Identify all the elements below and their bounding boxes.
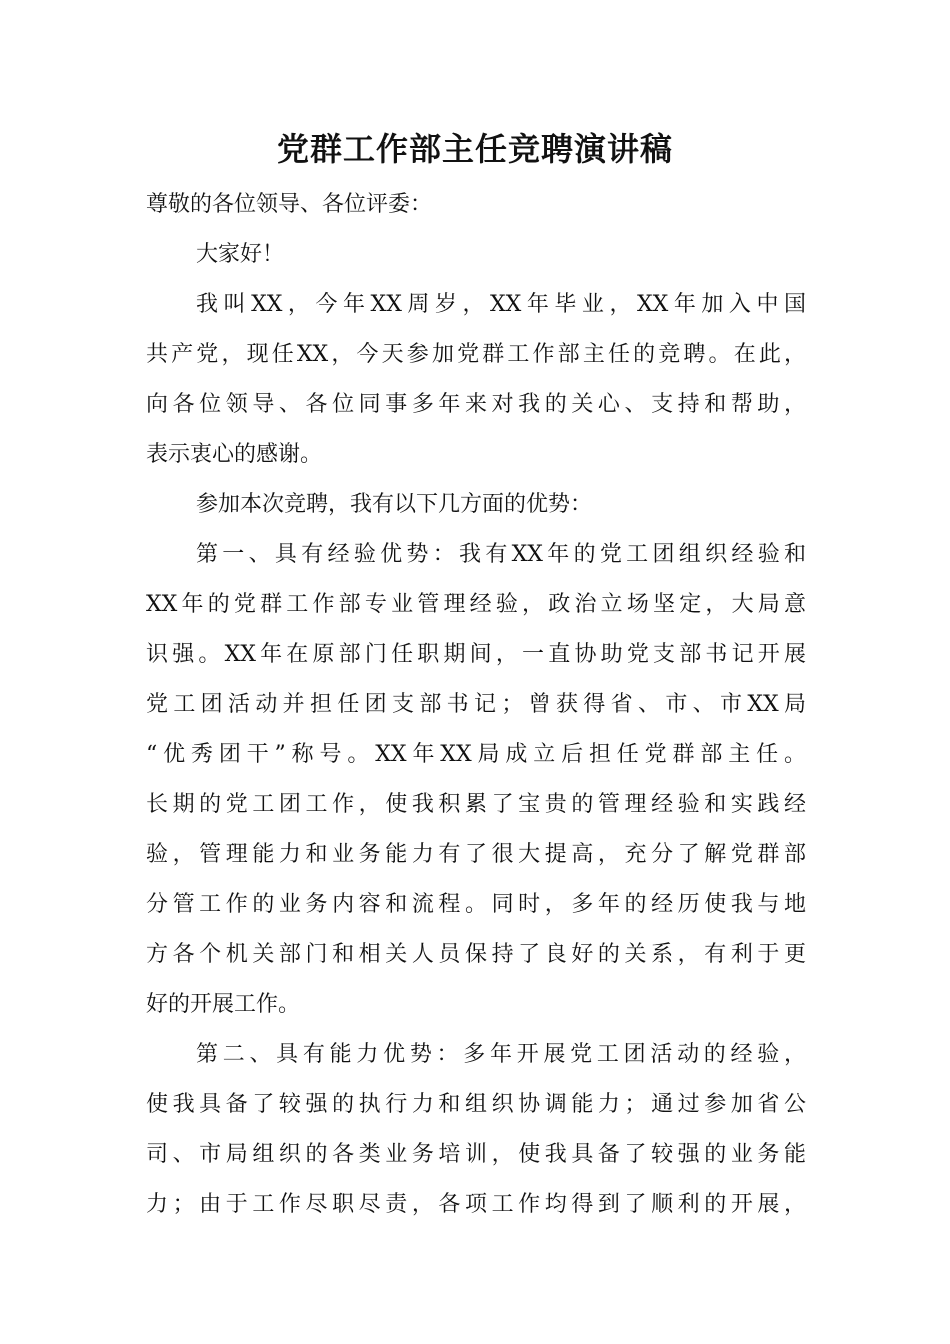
paragraph-line: XX年的党群工作部专业管理经验，政治立场坚定，大局意 <box>146 592 806 617</box>
paragraph-line: 第二、具有能力优势：多年开展党工团活动的经验， <box>196 1042 806 1067</box>
paragraph-line: 验，管理能力和业务能力有了很大提高，充分了解党群部 <box>146 842 806 867</box>
paragraph-line: 长期的党工团工作，使我积累了宝贵的管理经验和实践经 <box>146 792 806 817</box>
paragraph-line: 识强。XX年在原部门任职期间，一直协助党支部书记开展 <box>146 642 806 667</box>
paragraph-line: 共产党，现任XX，今天参加党群工作部主任的竞聘。在此， <box>146 342 806 367</box>
paragraph-line: 力；由于工作尽职尽责，各项工作均得到了顺利的开展， <box>146 1192 806 1217</box>
paragraph-line: 分管工作的业务内容和流程。同时，多年的经历使我与地 <box>146 892 806 917</box>
paragraph-line: 使我具备了较强的执行力和组织协调能力；通过参加省公 <box>146 1092 806 1117</box>
paragraph-line: 表示衷心的感谢。 <box>146 442 323 467</box>
paragraph-line: 我叫XX，今年XX周岁，XX年毕业，XX年加入中国 <box>196 292 806 317</box>
paragraph-line: 司、市局组织的各类业务培训，使我具备了较强的业务能 <box>146 1142 806 1167</box>
document-title: 党群工作部主任竞聘演讲稿 <box>276 130 673 168</box>
paragraph-line: 第一、具有经验优势：我有XX年的党工团组织经验和 <box>196 542 806 567</box>
salutation-line: 尊敬的各位领导、各位评委： <box>146 192 433 217</box>
document-body <box>146 180 806 1230</box>
paragraph-line: 向各位领导、各位同事多年来对我的关心、支持和帮助， <box>146 392 806 417</box>
greeting-line: 大家好！ <box>196 242 285 267</box>
paragraph-line: 参加本次竞聘，我有以下几方面的优势： <box>196 492 593 517</box>
paragraph-line: “优秀团干”称号。XX年XX局成立后担任党群部主任。 <box>146 742 806 767</box>
paragraph-line: 方各个机关部门和相关人员保持了良好的关系，有利于更 <box>146 942 806 967</box>
paragraph-line: 好的开展工作。 <box>146 992 301 1017</box>
paragraph-line: 党工团活动并担任团支部书记；曾获得省、市、市XX局 <box>146 692 806 717</box>
